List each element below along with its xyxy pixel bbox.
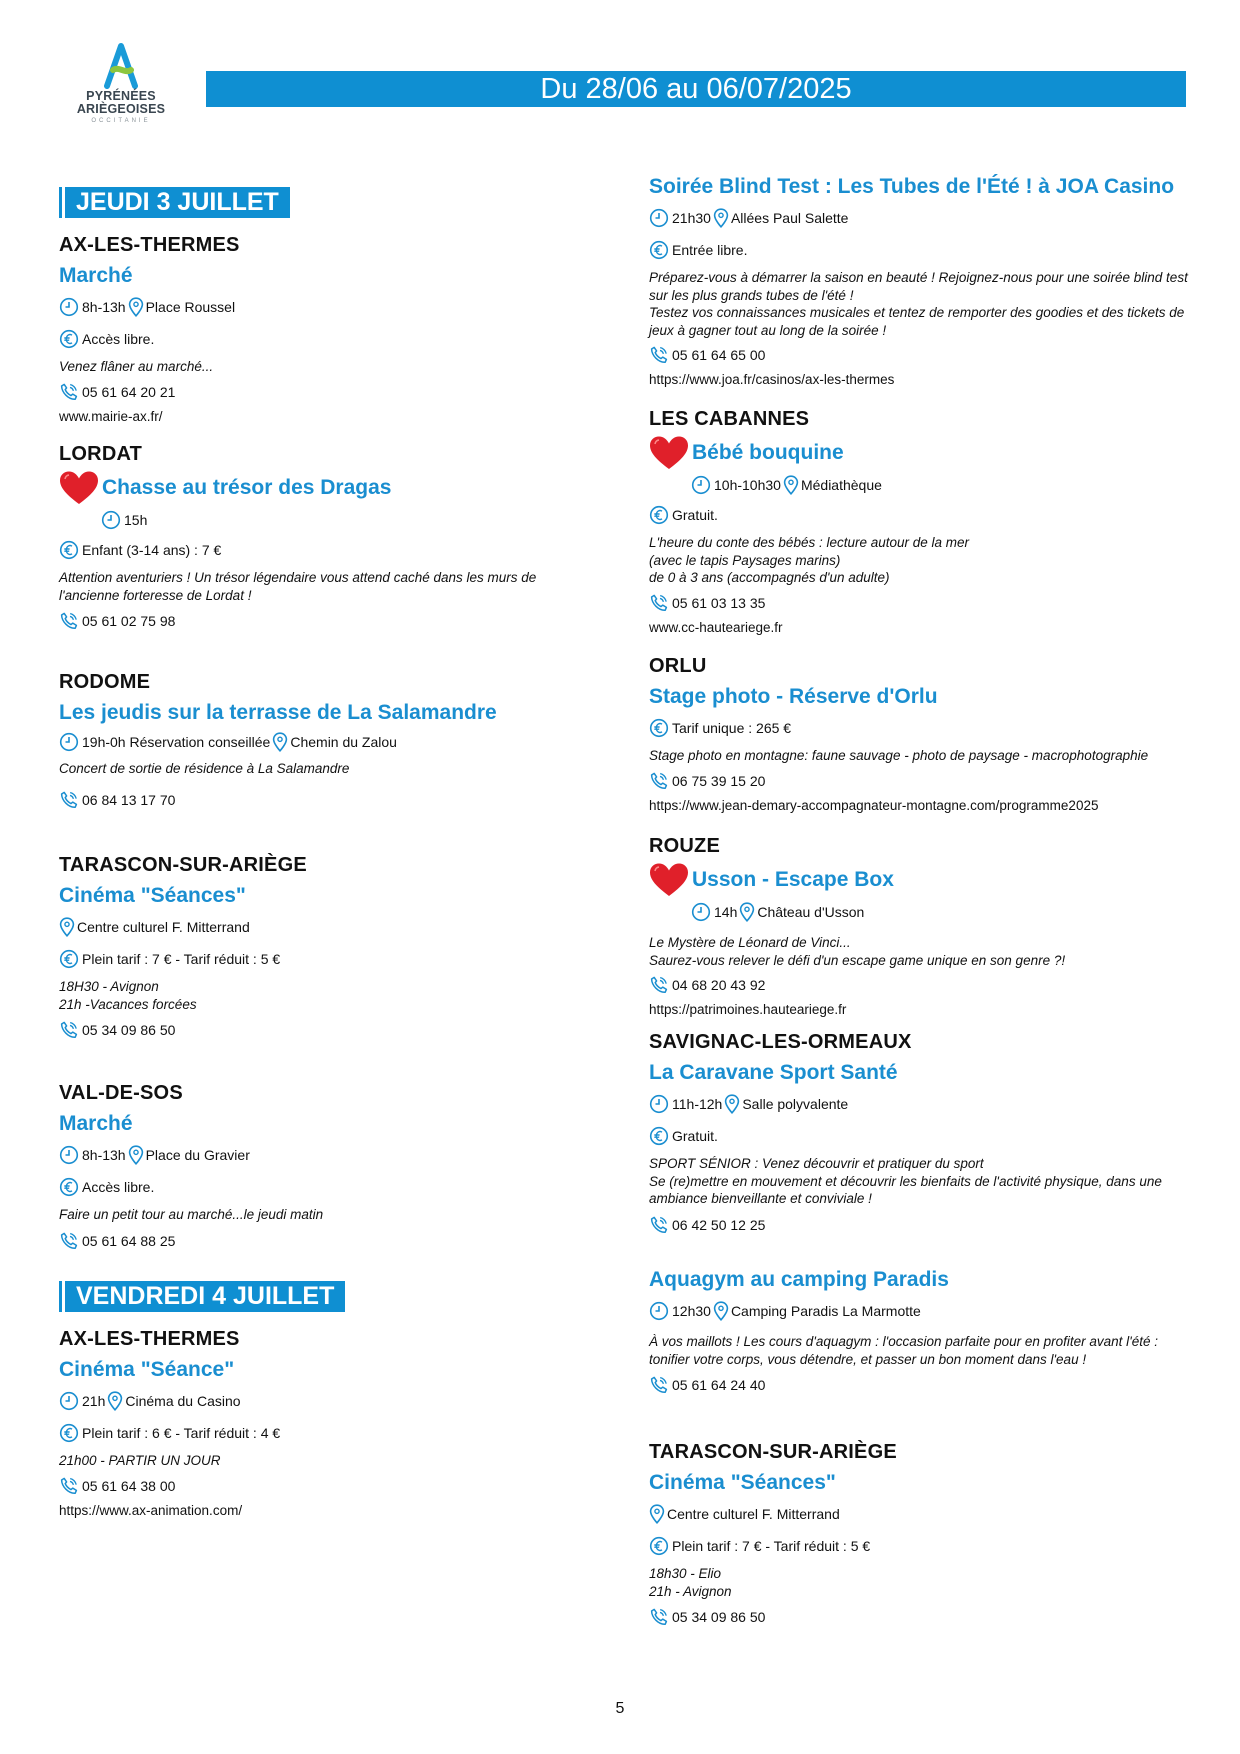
- phone-icon: [649, 345, 669, 365]
- event-phone-row: [59, 786, 599, 814]
- euro-icon: [649, 240, 669, 260]
- event-price: Enfant (3-14 ans) : 7 €: [82, 542, 222, 558]
- event-price-row: [59, 1171, 599, 1203]
- logo-mark-icon: [99, 40, 143, 90]
- event-time-place: [59, 728, 599, 756]
- event-price: Gratuit.: [672, 1128, 718, 1144]
- event-time: 8h-13h: [82, 299, 126, 315]
- event-price: Plein tarif : 7 € - Tarif réduit : 5 €: [82, 951, 281, 967]
- clock-icon: [691, 902, 711, 922]
- event-time-row: [59, 506, 599, 534]
- phone-icon: [649, 1215, 669, 1235]
- event-description: L'heure du conte des bébés : lecture autour de la mer (avec le tapis Paysages marins) de 0 à 3 ans (accompagnés d'un adulte): [649, 535, 970, 585]
- event-time: 14h: [714, 904, 738, 920]
- event-title: Cinéma "Séance": [59, 1358, 235, 1381]
- event-phone[interactable]: 05 61 64 88 25: [82, 1232, 176, 1249]
- map-pin-icon: [128, 297, 144, 317]
- event-place: Cinéma du Casino: [125, 1393, 241, 1409]
- logo-line-2: ARIÈGEOISES: [76, 102, 166, 116]
- map-pin-icon: [724, 1094, 740, 1114]
- event-time: 19h-0h Réservation conseillée: [82, 734, 271, 750]
- event-place: Chemin du Zalou: [290, 734, 397, 750]
- event-escape-box: [649, 830, 1189, 1022]
- event-url[interactable]: https://patrimoines.hauteariege.fr: [649, 1002, 847, 1017]
- event-description: Préparez-vous à démarrer la saison en beauté ! Rejoignez-nous pour une soirée blind test sur les plus grands tubes de l'été ! Testez vos connaissances musicales et tentez de remporter des goodies et des tickets de jeux à gagner tout au long de la soirée !: [649, 270, 1188, 338]
- event-phone[interactable]: 05 61 64 20 21: [82, 383, 176, 400]
- map-pin-icon: [739, 902, 755, 922]
- event-city: LES CABANNES: [649, 408, 810, 430]
- event-ax-cinema: [59, 1323, 599, 1523]
- event-title: Aquagym au camping Paradis: [649, 1268, 949, 1291]
- event-title: Marché: [59, 264, 133, 287]
- event-title: Usson - Escape Box: [692, 868, 894, 891]
- euro-icon: [59, 1423, 79, 1443]
- event-tarascon-cinema-2: [649, 1436, 1189, 1631]
- euro-icon: [649, 718, 669, 738]
- event-price: Entrée libre.: [672, 242, 748, 258]
- event-description: 21h00 - PARTIR UN JOUR: [59, 1453, 221, 1468]
- event-phone[interactable]: 06 84 13 17 70: [82, 791, 176, 808]
- event-url[interactable]: https://www.joa.fr/casinos/ax-les-thermes: [649, 372, 895, 387]
- euro-icon: [649, 1536, 669, 1556]
- event-price-row: [59, 534, 599, 566]
- event-phone[interactable]: 05 61 64 38 00: [82, 1477, 176, 1494]
- euro-icon: [59, 329, 79, 349]
- event-time: 21h30: [672, 210, 711, 226]
- event-phone[interactable]: 05 61 64 24 40: [672, 1377, 766, 1393]
- event-phone[interactable]: 05 61 64 65 00: [672, 347, 766, 363]
- event-place-row: [649, 1498, 1189, 1530]
- event-title: Stage photo - Réserve d'Orlu: [649, 685, 938, 708]
- heart-icon: [57, 469, 101, 507]
- event-time-place: [59, 1139, 599, 1171]
- event-time: 11h-12h: [672, 1096, 723, 1112]
- phone-icon: [649, 1607, 669, 1627]
- event-title-row: [649, 862, 1189, 898]
- event-price-row: [649, 1530, 1189, 1562]
- event-caravane-sport: [649, 1026, 1189, 1239]
- event-city: LORDAT: [59, 443, 143, 465]
- event-phone-row: [59, 1227, 599, 1255]
- event-title: Bébé bouquine: [692, 441, 844, 464]
- event-price: Plein tarif : 6 € - Tarif réduit : 4 €: [82, 1425, 281, 1441]
- event-val-de-sos: [59, 1077, 599, 1255]
- event-place-row: [59, 911, 599, 943]
- event-phone-row: [59, 1016, 599, 1044]
- map-pin-icon: [107, 1391, 123, 1411]
- phone-icon: [649, 1375, 669, 1395]
- event-place: Centre culturel F. Mitterrand: [77, 919, 250, 935]
- event-city: VAL-DE-SOS: [59, 1082, 183, 1104]
- event-url[interactable]: https://www.jean-demary-accompagnateur-montagne.com/programme2025: [649, 797, 1099, 813]
- event-price: Accès libre.: [82, 1179, 155, 1195]
- map-pin-icon: [649, 1504, 665, 1524]
- event-phone[interactable]: 05 34 09 86 50: [672, 1609, 766, 1625]
- event-blind-test: [649, 172, 1189, 392]
- clock-icon: [59, 732, 79, 752]
- event-description: Venez flâner au marché...: [59, 359, 214, 374]
- event-place: Médiathèque: [800, 477, 882, 493]
- event-title: Les jeudis sur la terrasse de La Salamandre: [59, 701, 497, 724]
- event-title: Soirée Blind Test : Les Tubes de l'Été ! à JOA Casino: [649, 175, 1175, 198]
- event-phone-row: [649, 1603, 1189, 1631]
- event-phone-row: [649, 768, 1189, 794]
- phone-icon: [649, 975, 669, 995]
- event-description: À vos maillots ! Les cours d'aquagym : l'occasion parfaite pour en profiter avant l'été : tonifier votre corps, vous détendre, et passer un bon moment dans l'eau !: [649, 1334, 1158, 1367]
- event-title: Cinéma "Séances": [649, 1471, 836, 1494]
- event-aquagym: [649, 1265, 1189, 1399]
- clock-icon: [101, 510, 121, 530]
- heart-icon: [647, 434, 691, 472]
- event-description: Attention aventuriers ! Un trésor légendaire vous attend caché dans les murs de l'ancienne forteresse de Lordat !: [59, 570, 537, 603]
- phone-icon: [59, 1231, 79, 1251]
- event-place: Place Roussel: [145, 299, 236, 315]
- event-phone-row: [649, 1211, 1189, 1239]
- event-city: ROUZE: [649, 835, 720, 857]
- event-time-place: [649, 471, 1189, 499]
- event-description: Faire un petit tour au marché...le jeudi matin: [59, 1207, 324, 1222]
- event-price: Gratuit.: [672, 507, 718, 523]
- event-phone[interactable]: 05 34 09 86 50: [82, 1022, 176, 1038]
- event-stage-photo: [649, 650, 1189, 818]
- event-description: 18h30 - Elio 21h - Avignon: [649, 1566, 732, 1599]
- event-price: Tarif unique : 265 €: [672, 720, 792, 736]
- event-city: TARASCON-SUR-ARIÈGE: [59, 854, 307, 876]
- page-number: 5: [615, 1700, 625, 1717]
- euro-icon: [59, 949, 79, 969]
- event-lordat: [59, 438, 599, 635]
- event-time: 8h-13h: [82, 1147, 126, 1163]
- clock-icon: [649, 208, 669, 228]
- phone-icon: [59, 1020, 79, 1040]
- event-phone[interactable]: 04 68 20 43 92: [672, 977, 766, 993]
- event-place: Camping Paradis La Marmotte: [730, 1303, 921, 1319]
- event-time: 12h30: [672, 1303, 711, 1319]
- event-ax-marche: [59, 229, 599, 429]
- event-city: SAVIGNAC-LES-ORMEAUX: [649, 1031, 912, 1053]
- event-url[interactable]: www.mairie-ax.fr/: [59, 408, 163, 424]
- event-tarascon-cinema: [59, 849, 599, 1044]
- event-url[interactable]: www.cc-hauteariege.fr: [649, 619, 783, 635]
- euro-icon: [649, 1126, 669, 1146]
- event-title-row: [59, 470, 599, 506]
- event-bebe-bouquine: [649, 403, 1189, 640]
- event-city: TARASCON-SUR-ARIÈGE: [649, 1441, 897, 1463]
- event-city: RODOME: [59, 671, 151, 693]
- phone-icon: [59, 611, 79, 631]
- map-pin-icon: [128, 1145, 144, 1165]
- event-phone[interactable]: 06 75 39 15 20: [672, 772, 766, 789]
- event-description: SPORT SÉNIOR : Venez découvrir et pratiquer du sport Se (re)mettre en mouvement et découvrir les bienfaits de l'activité physique, dans une ambiance bienveillante et conviviale !: [649, 1156, 1162, 1206]
- event-city: AX-LES-THERMES: [59, 234, 240, 256]
- clock-icon: [649, 1301, 669, 1321]
- clock-icon: [649, 1094, 669, 1114]
- event-rodome: [59, 666, 599, 814]
- euro-icon: [59, 540, 79, 560]
- map-pin-icon: [59, 917, 75, 937]
- event-price-row: [649, 499, 1189, 531]
- map-pin-icon: [783, 475, 799, 495]
- event-phone[interactable]: 05 61 02 75 98: [82, 613, 176, 629]
- event-url[interactable]: https://www.ax-animation.com/: [59, 1502, 243, 1518]
- event-phone[interactable]: 05 61 03 13 35: [672, 594, 766, 611]
- event-phone-row: [649, 972, 1189, 998]
- phone-icon: [59, 382, 79, 402]
- event-time-place: [649, 1295, 1189, 1327]
- event-time-place: [649, 202, 1189, 234]
- event-title: Marché: [59, 1112, 133, 1135]
- phone-icon: [649, 771, 669, 791]
- event-description: Le Mystère de Léonard de Vinci... Saurez-vous relever le défi d'un escape game unique en son genre ?!: [649, 935, 1066, 968]
- event-city: ORLU: [649, 655, 707, 677]
- heart-icon: [647, 861, 691, 899]
- day-header-vendredi: VENDREDI 4 JUILLET: [65, 1281, 345, 1312]
- event-price-row: [649, 712, 1189, 744]
- event-place: Allées Paul Salette: [730, 210, 849, 226]
- event-phone-row: [649, 1371, 1189, 1399]
- event-time: 21h: [82, 1393, 106, 1409]
- event-time-place: [649, 1088, 1189, 1120]
- brand-logo: [66, 40, 176, 124]
- event-description: Stage photo en montagne: faune sauvage - photo de paysage - macrophotographie: [649, 748, 1149, 763]
- event-time-place: [59, 291, 599, 323]
- event-price: Accès libre.: [82, 331, 155, 347]
- clock-icon: [59, 1391, 79, 1411]
- logo-line-3: OCCITANIE: [91, 118, 151, 124]
- clock-icon: [59, 297, 79, 317]
- event-city: AX-LES-THERMES: [59, 1328, 240, 1350]
- clock-icon: [691, 475, 711, 495]
- euro-icon: [59, 1177, 79, 1197]
- event-price-row: [649, 1120, 1189, 1152]
- event-price-row: [59, 323, 599, 355]
- event-title-row: [649, 435, 1189, 471]
- event-phone-row: [649, 342, 1189, 368]
- event-time-place: [649, 898, 1189, 926]
- logo-line-1: PYRÉNÉES: [86, 89, 156, 103]
- phone-icon: [59, 790, 79, 810]
- phone-icon: [649, 593, 669, 613]
- event-phone[interactable]: 06 42 50 12 25: [672, 1216, 766, 1233]
- event-phone-row: [649, 590, 1189, 616]
- event-place: Château d'Usson: [757, 904, 865, 920]
- map-pin-icon: [713, 1301, 729, 1321]
- event-price: Plein tarif : 7 € - Tarif réduit : 5 €: [672, 1538, 871, 1554]
- event-time: 10h-10h30: [714, 477, 781, 493]
- clock-icon: [59, 1145, 79, 1165]
- event-place: Centre culturel F. Mitterrand: [667, 1506, 840, 1522]
- date-range-banner: Du 28/06 au 06/07/2025: [206, 71, 1186, 107]
- day-header-jeudi: JEUDI 3 JUILLET: [65, 187, 290, 218]
- euro-icon: [649, 505, 669, 525]
- phone-icon: [59, 1476, 79, 1496]
- event-description: Concert de sortie de résidence à La Salamandre: [59, 761, 350, 776]
- event-title: Cinéma "Séances": [59, 884, 246, 907]
- event-price-row: [59, 1417, 599, 1449]
- event-phone-row: [59, 1473, 599, 1499]
- event-description: 18H30 - Avignon 21h -Vacances forcées: [59, 979, 197, 1012]
- event-title: Chasse au trésor des Dragas: [102, 476, 392, 499]
- event-phone-row: [59, 379, 599, 405]
- event-place: Salle polyvalente: [742, 1096, 849, 1112]
- event-place: Place du Gravier: [145, 1147, 250, 1163]
- map-pin-icon: [713, 208, 729, 228]
- event-title: La Caravane Sport Santé: [649, 1061, 898, 1084]
- event-phone-row: [59, 607, 599, 635]
- event-price-row: [59, 943, 599, 975]
- event-time-place: [59, 1385, 599, 1417]
- map-pin-icon: [272, 732, 288, 752]
- event-price-row: [649, 234, 1189, 266]
- event-time: 15h: [124, 512, 148, 528]
